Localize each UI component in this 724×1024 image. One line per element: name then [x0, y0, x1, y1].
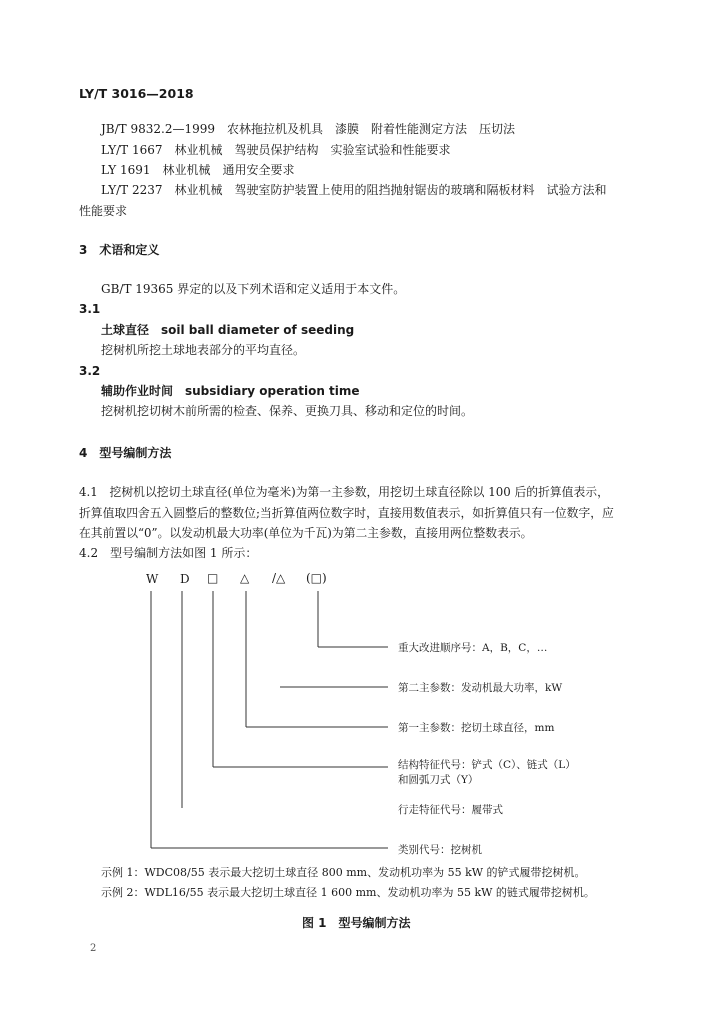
code-param1-triangle: △ — [240, 571, 250, 585]
clause-4-2: 4.2 型号编制方法如图 1 所示： — [79, 546, 258, 560]
label-structure-code: 结构特征代号：铲式（C）、链式（L） — [398, 759, 576, 771]
example-2: 示例 2：WDL16/55 表示最大挖切土球直径 1 600 mm、发动机功率为 55 kW 的链式履带挖树机。 — [101, 886, 595, 899]
standard-number: LY/T 3016—2018 — [79, 86, 194, 101]
section-3-intro: GB/T 19365 界定的以及下列术语和定义适用于本文件。 — [101, 282, 406, 296]
reference-item-continuation: 性能要求 — [79, 204, 128, 218]
term-2-title: 辅助作业时间 subsidiary operation time — [101, 384, 360, 398]
clause-4-1-line: 4.1 挖树机以挖切土球直径(单位为毫米)为第一主参数，用挖切土球直径除以 100 后的折算值表示， — [79, 485, 609, 499]
label-category-code: 类别代号：挖树机 — [398, 844, 482, 856]
term-1-definition: 挖树机所挖土球地表部分的平均直径。 — [101, 343, 306, 357]
reference-item: LY 1691 林业机械 通用安全要求 — [101, 163, 295, 177]
term-1-number: 3.1 — [79, 302, 101, 316]
label-travel-code: 行走特征代号：履带式 — [398, 804, 503, 816]
section-4-heading: 4 型号编制方法 — [79, 446, 172, 460]
term-2-definition: 挖树机挖切树木前所需的检查、保养、更换刀具、移动和定位的时间。 — [101, 404, 474, 418]
reference-item: JB/T 9832.2—1999 农林拖拉机及机具 漆膜 附着性能测定方法 压切法 — [101, 122, 516, 136]
code-w: W — [146, 572, 159, 586]
term-2-number: 3.2 — [79, 364, 101, 378]
label-first-parameter: 第一主参数：挖切土球直径，mm — [398, 722, 555, 734]
term-1-title: 土球直径 soil ball diameter of seeding — [101, 323, 355, 337]
example-1: 示例 1：WDC08/55 表示最大挖切土球直径 800 mm、发动机功率为 55 kW 的铲式履带挖树机。 — [101, 866, 586, 879]
code-revision-box: (□) — [306, 571, 327, 585]
page-number: 2 — [90, 943, 97, 954]
label-structure-code-cont: 和圆弧刀式（Y） — [398, 774, 479, 786]
label-second-parameter: 第二主参数：发动机最大功率，kW — [398, 682, 563, 694]
clause-4-1-line: 折算值取四舍五入圆整后的整数位;当折算值两位数字时，直接用数值表示，如折算值只有一位数字，应 — [79, 506, 614, 520]
code-structure-box: □ — [207, 571, 219, 585]
reference-item: LY/T 1667 林业机械 驾驶员保护结构 实验室试验和性能要求 — [101, 143, 451, 157]
clause-4-1-line: 在其前置以“0”。以发动机最大功率(单位为千瓦)为第二主参数，直接用两位整数表示。 — [79, 526, 533, 540]
label-revision-sequence: 重大改进顺序号：A，B，C，… — [398, 642, 548, 654]
code-param2-triangle: /△ — [272, 571, 286, 585]
figure-caption: 图 1 型号编制方法 — [302, 916, 411, 930]
reference-item: LY/T 2237 林业机械 驾驶室防护装置上使用的阻挡抛射锯齿的玻璃和隔板材料 试验方法和 — [101, 183, 607, 197]
code-d: D — [180, 572, 190, 586]
section-3-heading: 3 术语和定义 — [79, 243, 160, 257]
